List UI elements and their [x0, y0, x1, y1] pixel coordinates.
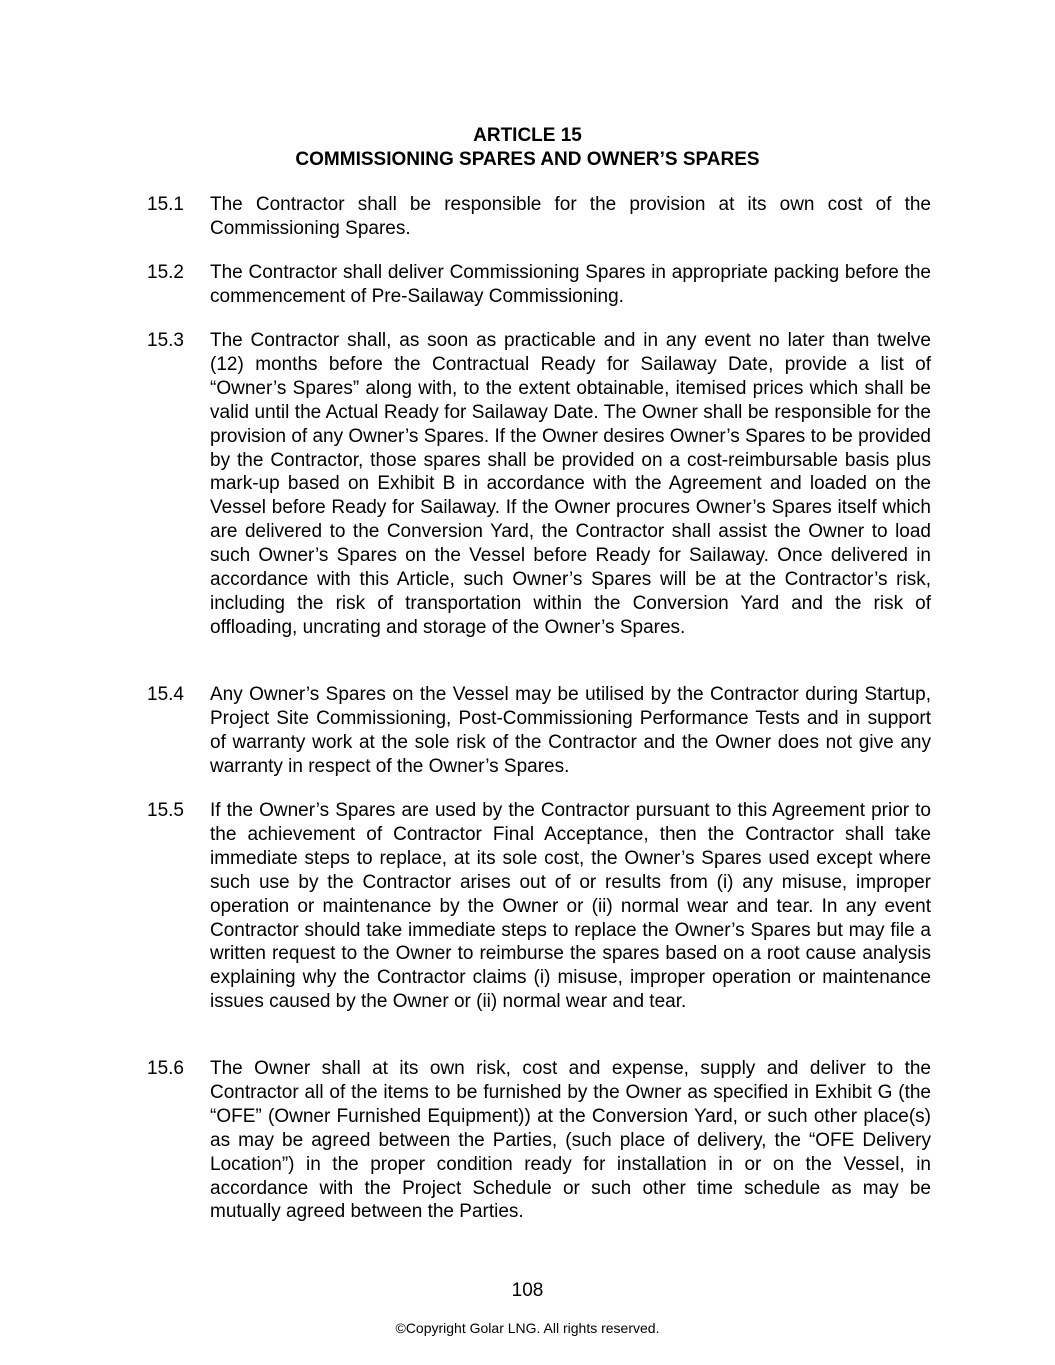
copyright-notice: ©Copyright Golar LNG. All rights reserved.	[395, 1320, 660, 1336]
clause-15-4	[147, 683, 931, 779]
clause-number: 15.4	[147, 684, 184, 705]
clause-text: The Contractor shall be responsible for the provision at its own cost of the Commissioning Spares.	[210, 194, 931, 239]
article-title-heading: COMMISSIONING SPARES AND OWNER’S SPARES	[295, 149, 760, 170]
article-number-heading: ARTICLE 15	[473, 125, 582, 146]
clause-number: 15.5	[147, 800, 184, 821]
page-number: 108	[511, 1280, 544, 1301]
clause-15-6	[147, 1057, 931, 1224]
clause-text: The Contractor shall, as soon as practicable and in any event no later than twelve (12) months before the Contractual Ready for Sailaway Date, provide a list of “Owner’s Spares” along with, to the extent obtainable, itemised prices which shall be valid until the Actual Ready for Sailaway Date. The Owner shall be responsible for the provision of any Owner’s Spares. If the Owner desires Owner’s Spares to be provided by the Contractor, those spares shall be provided on a cost-reimbursable basis plus mark-up based on Exhibit B in accordance with the Agreement and loaded on the Vessel before Ready for Sailaway. If the Owner procures Owner’s Spares itself which are delivered to the Conversion Yard, the Contractor shall assist the Owner to load such Owner’s Spares on the Vessel before Ready for Sailaway. Once delivered in accordance with this Article, such Owner’s Spares will be at the Contractor’s risk, including the risk of transportation within the Conversion Yard and the risk of offloading, uncrating and storage of the Owner’s Spares.	[210, 330, 931, 638]
clause-15-1	[147, 193, 931, 241]
clause-text: The Owner shall at its own risk, cost and expense, supply and deliver to the Contractor all of the items to be furnished by the Owner as specified in Exhibit G (the “OFE” (Owner Furnished Equipment)) at the Conversion Yard, or such other place(s) as may be agreed between the Parties, (such place of delivery, the “OFE Delivery Location”) in the proper condition ready for installation in or on the Vessel, in accordance with the Project Schedule or such other time schedule as may be mutually agreed between the Parties.	[210, 1058, 931, 1223]
clause-text: Any Owner’s Spares on the Vessel may be utilised by the Contractor during Startup, Project Site Commissioning, Post-Commissioning Performance Tests and in support of warranty work at the sole risk of the Contractor and the Owner does not give any warranty in respect of the Owner’s Spares.	[210, 684, 931, 777]
clause-number: 15.2	[147, 262, 184, 283]
clause-15-5	[147, 799, 931, 1014]
clause-text: The Contractor shall deliver Commissioning Spares in appropriate packing before the commencement of Pre-Sailaway Commissioning.	[210, 262, 931, 307]
clause-number: 15.3	[147, 330, 184, 351]
clause-number: 15.1	[147, 194, 184, 215]
clause-text: If the Owner’s Spares are used by the Contractor pursuant to this Agreement prior to the achievement of Contractor Final Acceptance, then the Contractor shall take immediate steps to replace, at its sole cost, the Owner’s Spares used except where such use by the Contractor arises out of or results from (i) any misuse, improper operation or maintenance by the Owner or (ii) normal wear and tear. In any event Contractor should take immediate steps to replace the Owner’s Spares but may file a written request to the Owner to reimburse the spares based on a root cause analysis explaining why the Contractor claims (i) misuse, improper operation or maintenance issues caused by the Owner or (ii) normal wear and tear.	[210, 800, 931, 1013]
clause-15-3	[147, 329, 931, 640]
clause-15-2	[147, 261, 931, 309]
clause-number: 15.6	[147, 1058, 184, 1079]
